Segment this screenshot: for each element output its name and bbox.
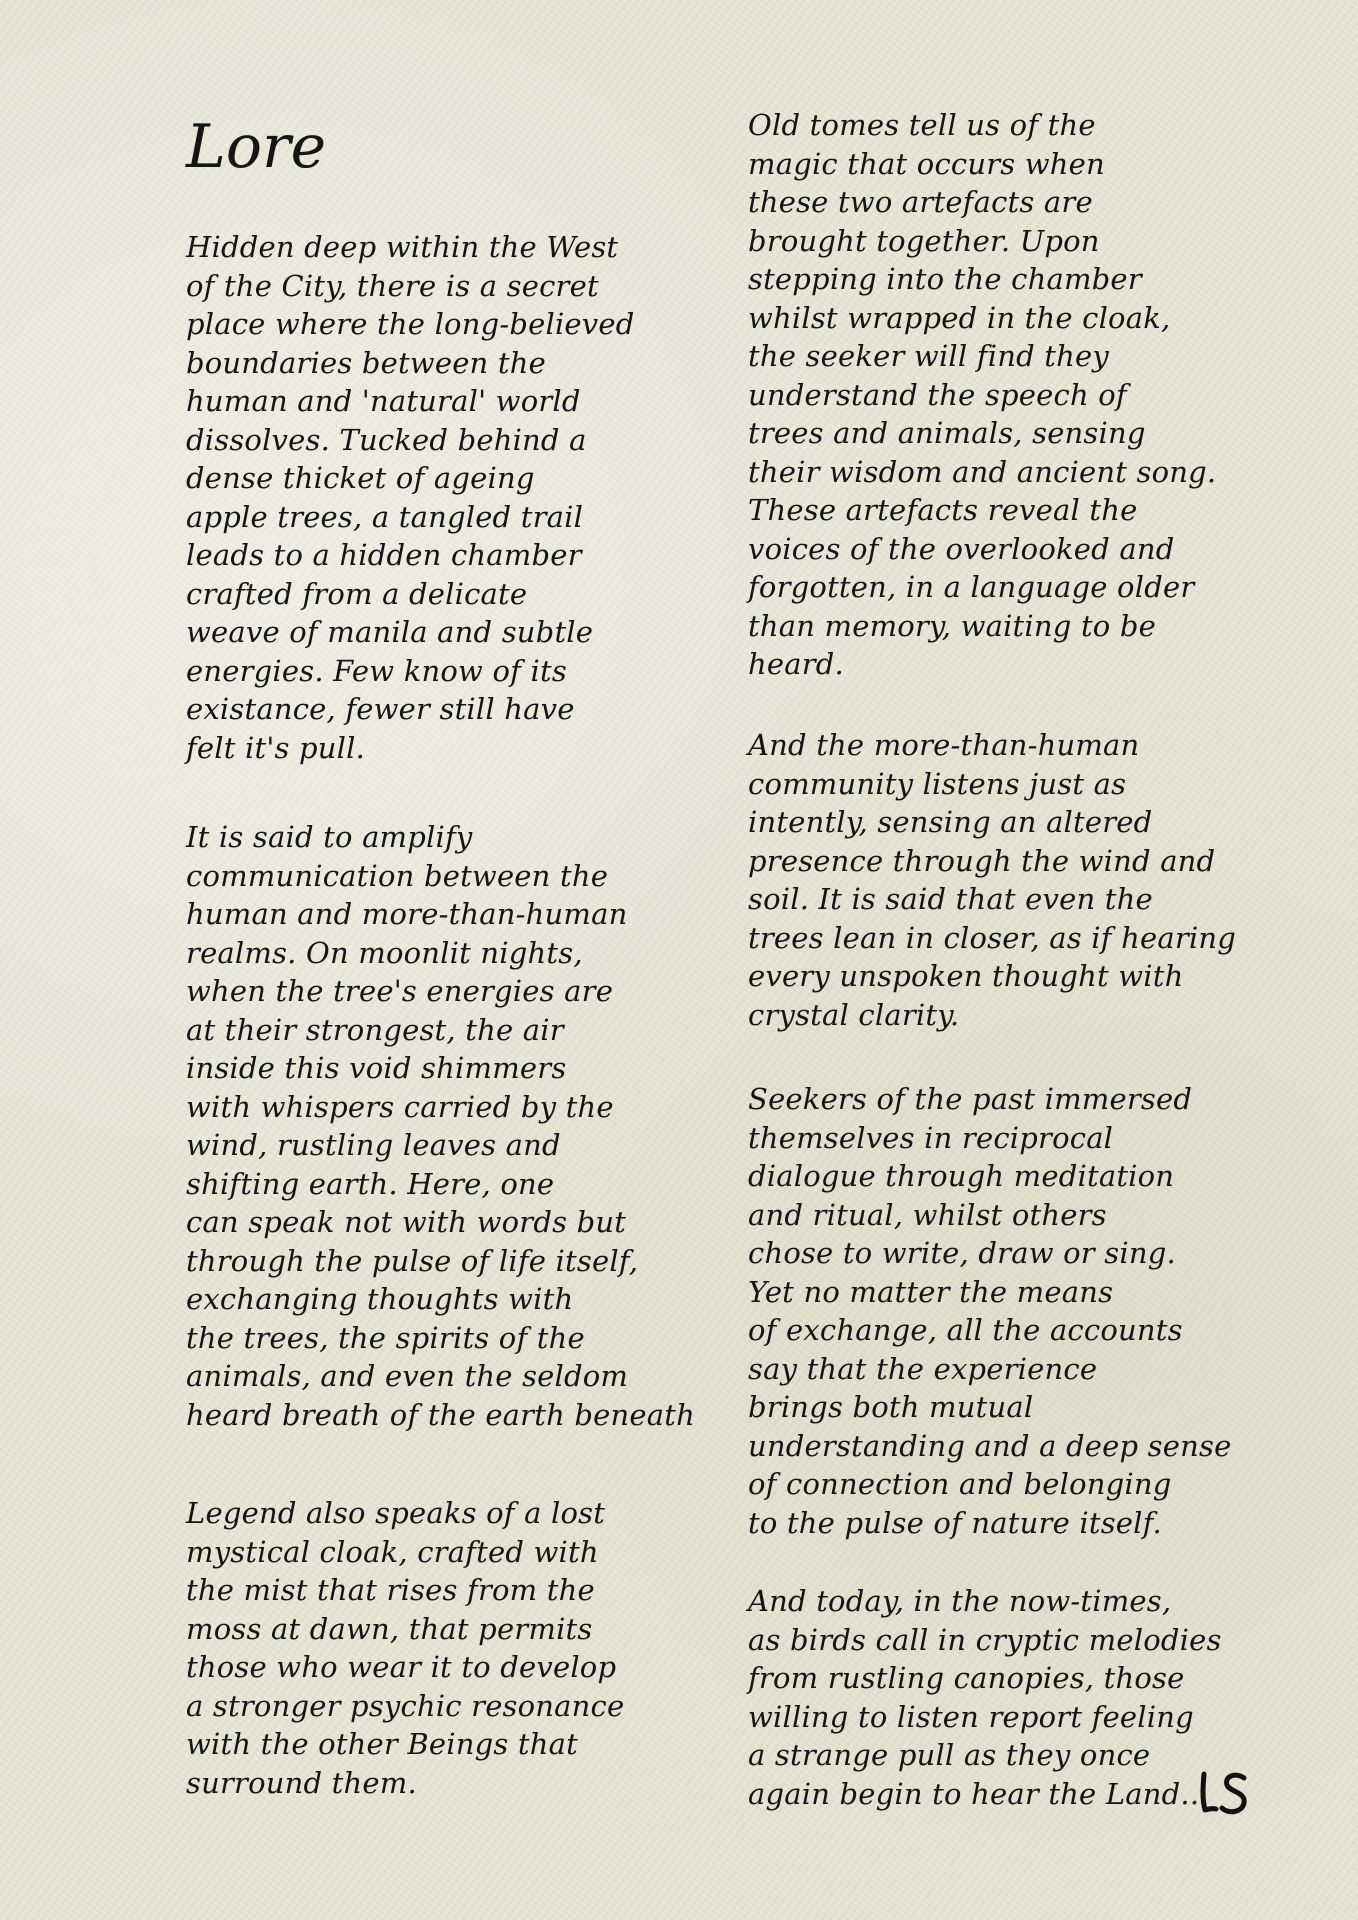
text-line: It is said to amplify bbox=[186, 820, 473, 854]
text-line: place where the long-believed bbox=[186, 307, 635, 341]
text-line: whilst wrapped in the cloak, bbox=[748, 300, 1171, 335]
text-line: these two artefacts are bbox=[748, 185, 1093, 219]
text-line: realms. On moonlit nights, bbox=[186, 935, 583, 970]
text-line: a stronger psychic resonance bbox=[186, 1688, 625, 1723]
paragraph-today bbox=[748, 1582, 1222, 1813]
signature-initials-ls bbox=[1196, 1768, 1252, 1818]
text-line: at their strongest, the air bbox=[186, 1012, 564, 1047]
text-line: the seeker will find they bbox=[748, 339, 1109, 373]
text-line: every unspoken thought with bbox=[748, 959, 1184, 993]
text-line: say that the experience bbox=[748, 1351, 1098, 1386]
text-line: from rustling canopies, those bbox=[748, 1661, 1185, 1695]
text-line: as birds call in cryptic melodies bbox=[748, 1622, 1222, 1657]
text-line: brought together. Upon bbox=[748, 223, 1100, 258]
text-line: their wisdom and ancient song. bbox=[748, 454, 1217, 489]
text-line: with the other Beings that bbox=[186, 1727, 578, 1761]
text-line: dissolves. Tucked behind a bbox=[186, 422, 587, 457]
text-line: trees and animals, sensing bbox=[748, 416, 1146, 450]
text-line: stepping into the chamber bbox=[748, 262, 1142, 296]
text-line: surround them. bbox=[186, 1765, 417, 1800]
text-line: These artefacts reveal the bbox=[748, 493, 1138, 527]
paragraph-seekers bbox=[748, 1080, 1231, 1542]
text-line: apple trees, a tangled trail bbox=[186, 499, 584, 534]
text-line: to the pulse of nature itself. bbox=[748, 1505, 1162, 1540]
text-line: shifting earth. Here, one bbox=[186, 1166, 555, 1201]
text-line: a strange pull as they once bbox=[748, 1738, 1151, 1772]
text-line: leads to a hidden chamber bbox=[186, 538, 582, 572]
text-line: dense thicket of ageing bbox=[186, 461, 535, 495]
text-line: wind, rustling leaves and bbox=[186, 1128, 561, 1162]
text-line: Seekers of the past immersed bbox=[748, 1082, 1193, 1116]
text-line: weave of manila and subtle bbox=[186, 615, 594, 649]
text-line: Legend also speaks of a lost bbox=[186, 1496, 606, 1530]
text-line: Hidden deep within the West bbox=[186, 230, 619, 264]
text-line: animals, and even the seldom bbox=[186, 1359, 629, 1393]
text-line: And the more-than-human bbox=[748, 728, 1140, 762]
text-line: felt it's pull. bbox=[186, 730, 366, 765]
text-line: human and more-than-human bbox=[186, 897, 628, 931]
text-line: communication between the bbox=[186, 858, 609, 893]
text-line: willing to listen report feeling bbox=[748, 1699, 1194, 1734]
text-line: boundaries between the bbox=[186, 345, 546, 380]
text-line: energies. Few know of its bbox=[186, 653, 567, 688]
text-line: those who wear it to develop bbox=[186, 1650, 617, 1684]
text-line: can speak not with words but bbox=[186, 1205, 627, 1239]
text-line: heard breath of the earth beneath bbox=[186, 1397, 695, 1432]
text-line: trees lean in closer, as if hearing bbox=[748, 920, 1236, 955]
text-line: crafted from a delicate bbox=[186, 576, 528, 611]
text-line: soil. It is said that even the bbox=[748, 882, 1153, 916]
text-line: heard. bbox=[748, 647, 844, 681]
text-line: presence through the wind and bbox=[748, 843, 1216, 878]
text-line: forgotten, in a language older bbox=[748, 570, 1195, 604]
text-line: of exchange, all the accounts bbox=[748, 1313, 1183, 1347]
text-line: voices of the overlooked and bbox=[748, 531, 1175, 566]
text-line: exchanging thoughts with bbox=[186, 1282, 574, 1316]
text-line: when the tree's energies are bbox=[186, 974, 614, 1008]
text-line: human and 'natural' world bbox=[186, 384, 581, 418]
paragraph-more-than-human bbox=[748, 726, 1236, 1034]
text-line: inside this void shimmers bbox=[186, 1051, 567, 1085]
text-line: through the pulse of life itself, bbox=[186, 1243, 639, 1278]
text-line: than memory, waiting to be bbox=[748, 608, 1156, 643]
paragraph-hidden-chamber bbox=[186, 228, 635, 767]
text-line: intently, sensing an altered bbox=[748, 805, 1153, 839]
paragraph-old-tomes bbox=[748, 106, 1216, 684]
text-line: of connection and belonging bbox=[748, 1467, 1172, 1501]
text-line: the trees, the spirits of the bbox=[186, 1320, 585, 1355]
text-line: and ritual, whilst others bbox=[748, 1197, 1107, 1232]
text-line: existance, fewer still have bbox=[186, 692, 575, 726]
text-line: community listens just as bbox=[748, 766, 1127, 801]
text-line: with whispers carried by the bbox=[186, 1089, 614, 1124]
text-line: understand the speech of bbox=[748, 377, 1127, 412]
text-line: Yet no matter the means bbox=[748, 1274, 1114, 1309]
text-line: themselves in reciprocal bbox=[748, 1120, 1114, 1155]
page-title: Lore bbox=[186, 112, 327, 182]
text-line: mystical cloak, crafted with bbox=[186, 1534, 599, 1569]
text-line: again begin to hear the Land... bbox=[748, 1776, 1209, 1811]
text-line: chose to write, draw or sing. bbox=[748, 1236, 1176, 1270]
text-line: brings both mutual bbox=[748, 1390, 1034, 1424]
paragraph-legend-cloak bbox=[186, 1494, 624, 1802]
text-line: crystal clarity. bbox=[748, 997, 960, 1032]
text-line: moss at dawn, that permits bbox=[186, 1611, 593, 1646]
text-line: of the City, there is a secret bbox=[186, 268, 599, 303]
text-line: Old tomes tell us of the bbox=[748, 108, 1096, 142]
text-line: the mist that rises from the bbox=[186, 1573, 595, 1607]
text-line: dialogue through meditation bbox=[748, 1159, 1175, 1193]
paragraph-amplify bbox=[186, 818, 695, 1434]
text-line: And today, in the now-times, bbox=[748, 1584, 1172, 1618]
text-line: understanding and a deep sense bbox=[748, 1428, 1232, 1463]
text-line: magic that occurs when bbox=[748, 146, 1105, 181]
